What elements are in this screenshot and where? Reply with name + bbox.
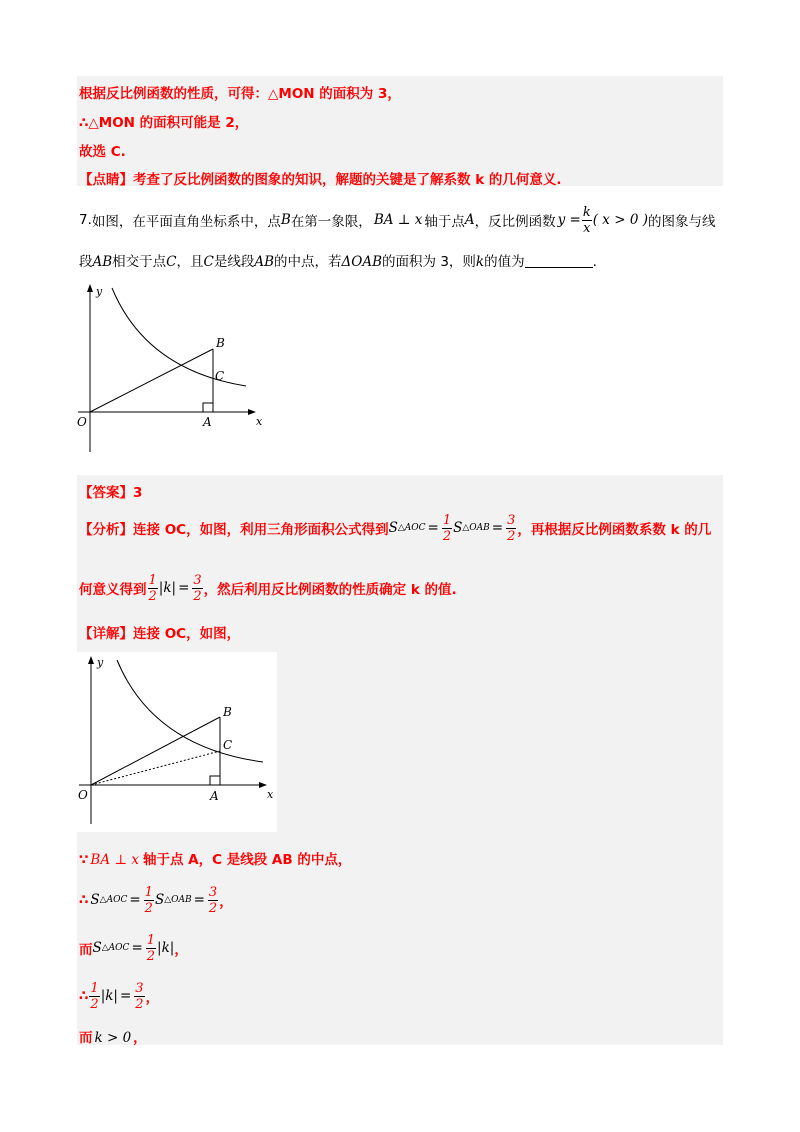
step-1: ∵ BA ⊥ x 轴于点 A，C 是线段 AB 的中点，: [79, 852, 352, 868]
step-3: 而 S △AOC = $\frac{1}{2}$ |k| ，: [79, 932, 188, 964]
step-4: ∴ $\frac{1}{2}$ |k| = $\frac{3}{2}$ ，: [79, 980, 160, 1012]
figure-2-background: [77, 652, 277, 832]
detail-tag: 【详解】: [79, 626, 133, 642]
answer-tag: 【答案】: [79, 485, 133, 501]
label-b: B: [223, 705, 232, 719]
analysis-line-1: 【分析】 连接 OC，如图，利用三角形面积公式得到 S △AOC = $\frac{1}{2}$ S △OAB = $\frac{3}{2}$ ，再根据反比例函数系数 k 的几: [79, 512, 712, 544]
label-c: C: [223, 738, 233, 752]
answer-blank: [525, 253, 593, 268]
q-ba-perp: BA ⊥ x: [373, 212, 423, 228]
comment-tag: 【点睛】: [79, 172, 133, 188]
q-point-a: A: [464, 212, 475, 228]
label-x: x: [267, 788, 274, 801]
analysis-line-2: 何意义得到 $\frac{1}{2}$ |k| = $\frac{3}{2}$ ，然后利用反比例函数的性质确定 k 的值.: [79, 572, 457, 604]
q-text-3: 轴于点: [424, 214, 465, 230]
label-o: O: [77, 415, 87, 429]
q-point-b: B: [280, 212, 291, 228]
segment-ob: [90, 349, 213, 412]
q-k-over-x: $\frac{k}{x}$: [582, 204, 591, 236]
q-text-5: 的图象与线: [647, 214, 716, 230]
detail-text: 连接 OC，如图，: [133, 626, 241, 642]
step-5: 而 k > 0 ，: [79, 1030, 147, 1046]
question-line-1: [79, 200, 715, 240]
q-domain: ( x > 0 ): [592, 212, 648, 228]
step-2: ∴ S △AOC = $\frac{1}{2}$ S △OAB = $\frac{3}{2}$ ，: [79, 884, 233, 916]
x-arrow: [248, 409, 256, 415]
q-text-2: 在第一象限，: [290, 214, 372, 230]
label-a: A: [210, 789, 219, 803]
answer-value: 3: [133, 485, 143, 501]
label-a: A: [203, 415, 212, 429]
top-line-4: [79, 168, 562, 188]
y-arrow: [87, 284, 93, 292]
hyperbola-curve: [112, 288, 246, 386]
figure-2: [77, 652, 277, 832]
top-line-3: 故选 C.: [79, 144, 126, 160]
top-line-1: 根据反比例函数的性质，可得：△MON 的面积为 3，: [79, 86, 401, 102]
q-text-4: ，反比例函数: [474, 214, 556, 230]
detail-line: [79, 622, 240, 642]
answer-line: [79, 481, 142, 501]
label-y: y: [96, 285, 103, 298]
question-line-2: 段AB相交于点C，且C是线段AB的中点，若ΔOAB的面积为 3，则k的值为 .: [79, 254, 597, 270]
label-b: B: [216, 336, 225, 350]
right-angle-mark: [203, 403, 213, 412]
comment-text: 考查了反比例函数的图象的知识，解题的关键是了解系数 k 的几何意义.: [133, 172, 562, 188]
label-o: O: [78, 788, 88, 802]
label-y: y: [97, 656, 104, 669]
label-c: C: [215, 369, 225, 383]
label-x: x: [256, 415, 263, 428]
question-number: 7.: [79, 212, 92, 228]
q-text-1: 如图，在平面直角坐标系中，点: [91, 214, 281, 230]
figure-1: [76, 280, 276, 460]
top-line-2: ∴△MON 的面积可能是 2，: [79, 115, 249, 131]
q-y-eq: y =: [557, 212, 581, 228]
